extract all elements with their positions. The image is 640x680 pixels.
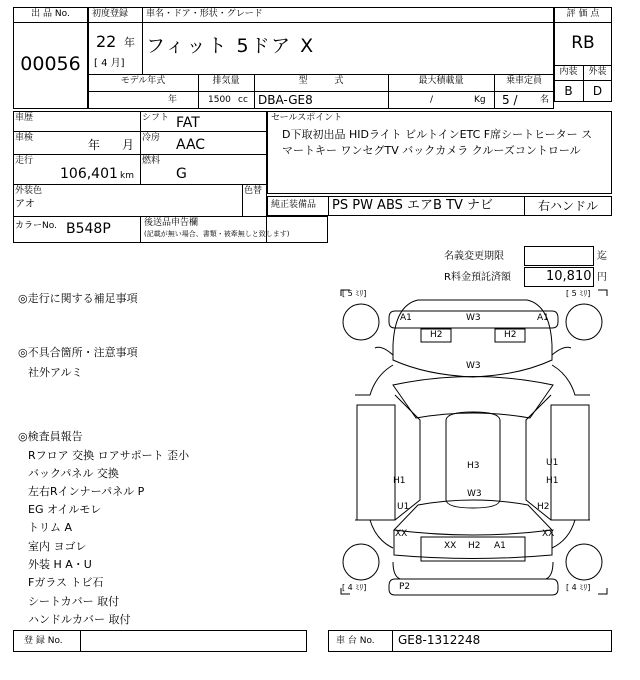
chassis-number: GE8-1312248 [398, 633, 481, 647]
interior-grade: B [564, 84, 573, 98]
defect-item: 社外アルミ [28, 366, 83, 379]
docs-note: (記載が無い場合、書類・被牽無しと致します) [144, 230, 290, 238]
mileage-unit: km [120, 171, 134, 181]
inspector-item: シートカバー 取付 [28, 595, 120, 608]
damage-mark: A1 [537, 313, 549, 323]
ac: AAC [176, 137, 206, 153]
damage-mark: XX [444, 541, 457, 551]
tire-front-left [343, 304, 379, 340]
model-type: DBA-GE8 [258, 93, 313, 107]
equipment: PS PW ABS エアB TV ナビ [332, 198, 494, 213]
tire-front-right [566, 304, 602, 340]
sales-point-line-2: マートキー ワンセグTV バックカメラ クルーズコントロール [282, 144, 581, 157]
tire-tread-fl: [ 5 ﾐﾘ] [342, 289, 367, 298]
color-no: B548P [66, 221, 111, 237]
name-change-unit: 迄 [597, 251, 607, 262]
score: RB [571, 33, 595, 53]
damage-mark: A1 [494, 541, 506, 551]
inspection-label: 車検 [15, 133, 34, 143]
color-no-label: カラーNo. [15, 221, 57, 231]
capacity-label: 乗車定員 [505, 76, 542, 86]
shift: FAT [176, 115, 200, 131]
damage-mark: W3 [467, 489, 482, 499]
max-load-label: 最大積載量 [418, 76, 464, 86]
max-load-unit: Kg [474, 95, 486, 105]
car-name-label: 車名・ドア・形状・グレード [146, 9, 263, 19]
ac-label: 冷房 [142, 133, 161, 143]
equipment-label: 純正装備品 [271, 200, 317, 210]
inspector-item: トリム A [28, 521, 73, 534]
reg-no-label: 登 録 No. [24, 636, 63, 646]
damage-mark: U1 [397, 502, 410, 512]
docs-label: 後送品申告欄 [144, 218, 199, 228]
capacity: 5 / [502, 93, 518, 107]
mileage: 106,401 [60, 166, 118, 182]
inspector-item: バックパネル 交換 [28, 467, 119, 480]
fuel: G [176, 166, 187, 182]
running-notes-header: ◎走行に関する補足事項 [18, 292, 138, 305]
year-unit: 年 [124, 36, 135, 49]
color-change-label: 色替 [244, 186, 263, 196]
fuel-label: 燃料 [142, 156, 161, 166]
model-year-label: モデル年式 [120, 76, 166, 86]
damage-mark: XX [542, 529, 555, 539]
windshield-front [394, 500, 552, 535]
inspector-item: 左右Rインナーパネル P [28, 485, 145, 498]
inspection-year: 年 [88, 138, 101, 152]
damage-mark: A1 [400, 313, 412, 323]
damage-mark: H1 [546, 476, 559, 486]
sales-point-line-1: D下取初出品 HIDライト ビルトインETC F席シートヒーター ス [282, 128, 593, 141]
first-reg-year: 22 [96, 32, 117, 51]
steering: 右ハンドル [537, 199, 598, 213]
name-change-label: 名義変更期限 [444, 251, 504, 262]
displacement-label: 排気量 [212, 76, 240, 86]
damage-mark: H3 [467, 461, 480, 471]
damage-mark: XX [395, 529, 408, 539]
front-bumper [389, 579, 558, 595]
mileage-label: 走行 [15, 156, 34, 166]
type-label: 型 式 [298, 76, 344, 86]
damage-mark: H2 [504, 330, 517, 340]
chassis-label: 車 台 No. [336, 636, 375, 646]
score-label: 評 価 点 [566, 9, 600, 19]
capacity-unit: 名 [540, 95, 550, 105]
ext-color-label: 外装色 [15, 186, 43, 196]
body-left-side [357, 405, 395, 520]
displacement-unit: cc [238, 95, 248, 105]
inspector-item: 室内 ヨゴレ [28, 540, 87, 553]
recycle-unit: 円 [597, 272, 607, 283]
lot-number-label: 出 品 No. [31, 9, 70, 19]
damage-mark: W3 [466, 361, 481, 371]
inspector-item: EG オイルモレ [28, 503, 102, 516]
tire-rear-left [343, 544, 379, 580]
exterior-grade: D [592, 84, 603, 98]
recycle-amount: 10,810 [546, 269, 592, 284]
damage-mark: P2 [399, 582, 411, 592]
tire-tread-rl: [ 4 ﾐﾘ] [342, 583, 367, 592]
sales-point-label: セールスポイント [271, 113, 343, 123]
car-name: フィット 5ドア X [146, 35, 316, 57]
exterior-label: 外装 [588, 67, 607, 77]
inspector-header: ◎検査員報告 [18, 430, 83, 443]
recycle-label: R料金預託済額 [444, 272, 511, 283]
damage-mark: H1 [393, 476, 406, 486]
inspector-item: Fガラス トビ石 [28, 576, 104, 589]
model-year-unit: 年 [168, 95, 178, 105]
interior-label: 内装 [559, 67, 578, 77]
tire-tread-rr: [ 4 ﾐﾘ] [566, 583, 591, 592]
max-load-slash: / [430, 95, 434, 105]
history-label: 車歴 [15, 113, 34, 123]
lot-number: 00056 [20, 53, 81, 75]
inspector-item: ハンドルカバー 取付 [28, 613, 131, 626]
defects-header: ◎不具合箇所・注意事項 [18, 346, 138, 359]
first-reg-month: [ 4 月] [94, 58, 125, 69]
inspector-item: Rフロア 交換 ロアサポート 歪小 [28, 449, 190, 462]
ext-color: アオ [15, 199, 35, 210]
inspector-item: 外装 H A・U [28, 558, 92, 571]
damage-mark: H2 [468, 541, 481, 551]
displacement: 1500 [208, 95, 231, 105]
damage-mark: H2 [537, 502, 550, 512]
inspection-month: 月 [122, 138, 135, 152]
damage-mark: H2 [430, 330, 443, 340]
tire-rear-right [566, 544, 602, 580]
first-reg-label: 初度登録 [92, 9, 129, 19]
shift-label: シフト [142, 113, 170, 123]
damage-mark: W3 [466, 313, 481, 323]
damage-mark: U1 [546, 458, 559, 468]
tire-tread-fr: [ 5 ﾐﾘ] [566, 289, 591, 298]
